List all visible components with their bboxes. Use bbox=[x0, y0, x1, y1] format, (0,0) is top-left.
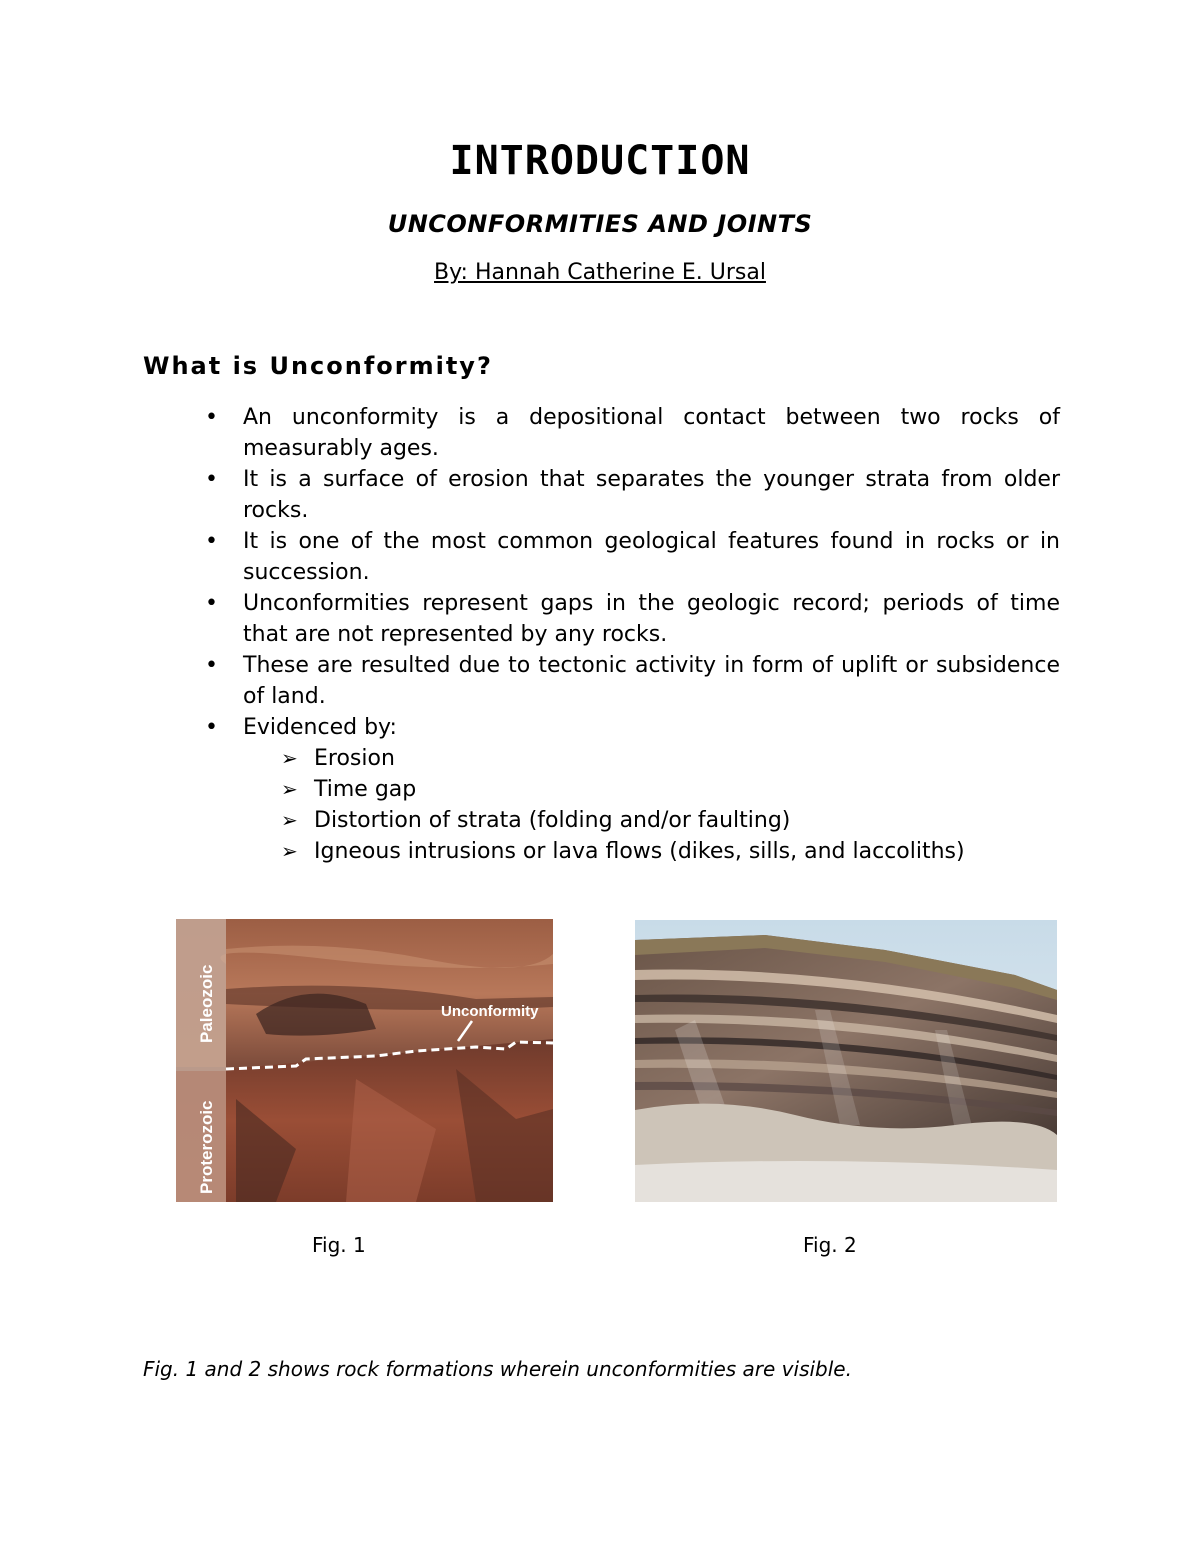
figure-2-caption: Fig. 2 bbox=[803, 1233, 857, 1257]
bullet-icon: • bbox=[205, 529, 218, 554]
list-item-text: It is a surface of erosion that separates the younger strata from older rocks. bbox=[243, 467, 1060, 523]
evidence-text: Time gap bbox=[314, 777, 417, 802]
figure-1-caption: Fig. 1 bbox=[312, 1233, 366, 1257]
list-item bbox=[205, 588, 1060, 650]
unconformity-label: Unconformity bbox=[441, 1003, 539, 1020]
page-subtitle: UNCONFORMITIES AND JOINTS bbox=[387, 210, 813, 238]
bullet-icon: • bbox=[205, 467, 218, 492]
proterozoic-label: Proterozoic bbox=[197, 1100, 216, 1194]
evidence-item bbox=[281, 743, 1060, 774]
evidence-text: Erosion bbox=[314, 746, 395, 771]
arrow-bullet-icon: ➢ bbox=[281, 839, 298, 863]
arrow-bullet-icon: ➢ bbox=[281, 808, 298, 832]
figure-2-image bbox=[635, 920, 1057, 1202]
list-item-text: It is one of the most common geological features found in rocks or in succession. bbox=[243, 529, 1060, 585]
list-item bbox=[205, 712, 1060, 867]
evidence-text: Igneous intrusions or lava flows (dikes, sills, and laccoliths) bbox=[314, 839, 965, 864]
figure-1-image bbox=[176, 919, 553, 1202]
paleozoic-label: Paleozoic bbox=[197, 964, 216, 1043]
list-item-text: Evidenced by: bbox=[243, 715, 397, 740]
evidence-text: Distortion of strata (folding and/or faulting) bbox=[314, 808, 791, 833]
list-item-text: An unconformity is a depositional contact between two rocks of measurably ages. bbox=[243, 405, 1060, 461]
evidence-item bbox=[281, 836, 1060, 867]
bullet-icon: • bbox=[205, 653, 218, 678]
list-item-text: Unconformities represent gaps in the geologic record; periods of time that are not represented by any rocks. bbox=[243, 591, 1060, 647]
figure-note: Fig. 1 and 2 shows rock formations wherein unconformities are visible. bbox=[143, 1357, 852, 1381]
author-name: By: Hannah Catherine E. Ursal bbox=[434, 260, 766, 285]
bullet-icon: • bbox=[205, 405, 218, 430]
bullet-icon: • bbox=[205, 715, 218, 740]
list-item bbox=[205, 464, 1060, 526]
figure-2-illustration bbox=[635, 920, 1057, 1202]
evidence-list bbox=[243, 743, 1060, 867]
arrow-bullet-icon: ➢ bbox=[281, 777, 298, 801]
evidence-item bbox=[281, 774, 1060, 805]
list-item bbox=[205, 650, 1060, 712]
page-title: INTRODUCTION bbox=[449, 138, 751, 184]
list-item bbox=[205, 402, 1060, 464]
figure-1-illustration bbox=[176, 919, 553, 1202]
bullet-icon: • bbox=[205, 591, 218, 616]
section-heading: What is Unconformity? bbox=[143, 352, 493, 380]
arrow-bullet-icon: ➢ bbox=[281, 746, 298, 770]
author-line bbox=[0, 260, 1200, 285]
list-item bbox=[205, 526, 1060, 588]
list-item-text: These are resulted due to tectonic activity in form of uplift or subsidence of land. bbox=[243, 653, 1060, 709]
bullet-list bbox=[205, 402, 1060, 867]
evidence-item bbox=[281, 805, 1060, 836]
